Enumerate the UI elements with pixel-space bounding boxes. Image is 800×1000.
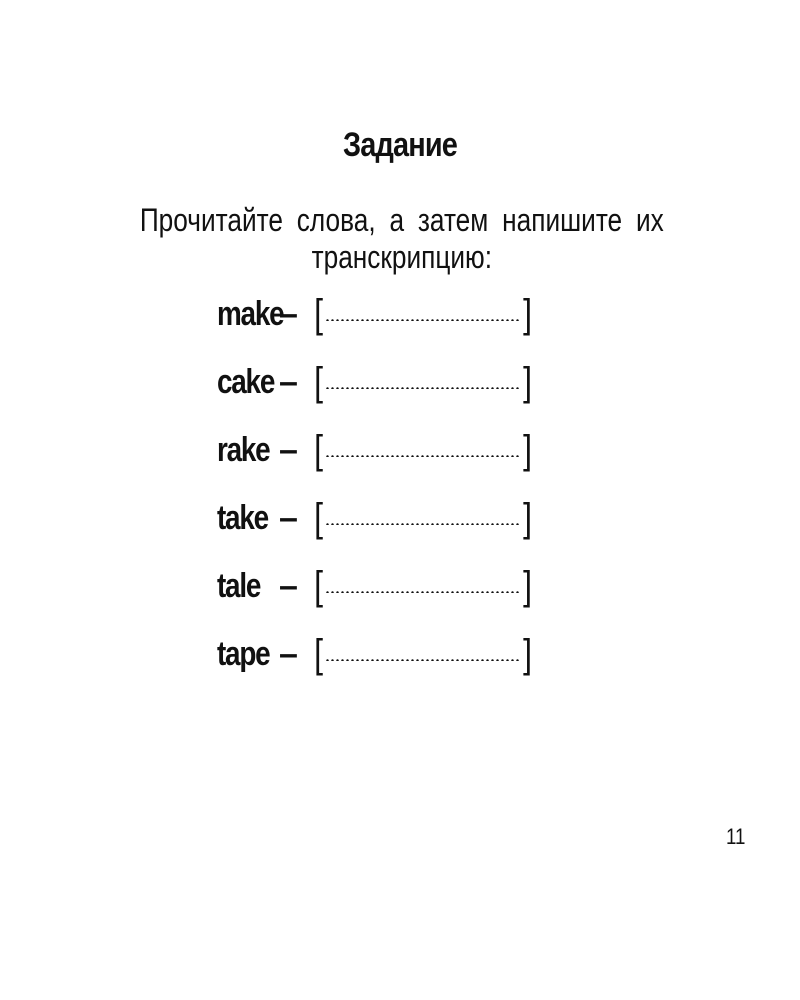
dash: – [279, 363, 298, 401]
transcription-blank[interactable] [313, 632, 533, 676]
word-row-make [217, 292, 577, 360]
transcription-blank[interactable] [313, 428, 533, 472]
transcription-blank[interactable] [313, 496, 533, 540]
page-number: 11 [726, 824, 746, 849]
dotted-line [325, 523, 521, 525]
dash: – [279, 635, 298, 673]
dotted-line [325, 455, 521, 457]
transcription-blank[interactable] [313, 360, 533, 404]
word-list [217, 292, 577, 700]
instruction-text: Прочитайте слова, а затем напишите их транскрипцию: [139, 202, 664, 275]
transcription-blank[interactable] [313, 564, 533, 608]
word-row-rake [217, 428, 577, 496]
word-row-take [217, 496, 577, 564]
dash: – [279, 567, 298, 605]
open-bracket: [ [314, 292, 324, 336]
close-bracket: ] [523, 360, 533, 404]
open-bracket: [ [314, 360, 324, 404]
word-label: make [217, 295, 284, 333]
word-label: tape [217, 635, 270, 673]
word-label: tale [217, 567, 261, 605]
open-bracket: [ [314, 496, 324, 540]
dotted-line [325, 659, 521, 661]
word-label: take [217, 499, 268, 537]
dotted-line [325, 387, 521, 389]
dash: – [279, 499, 298, 537]
open-bracket: [ [314, 564, 324, 608]
open-bracket: [ [314, 428, 324, 472]
word-label: cake [217, 363, 275, 401]
page-title: Задание [343, 126, 457, 164]
dotted-line [325, 319, 521, 321]
close-bracket: ] [523, 632, 533, 676]
close-bracket: ] [523, 564, 533, 608]
word-label: rake [217, 431, 270, 469]
dotted-line [325, 591, 521, 593]
word-row-tape [217, 632, 577, 700]
close-bracket: ] [523, 496, 533, 540]
dash: – [279, 295, 298, 333]
dash: – [279, 431, 298, 469]
open-bracket: [ [314, 632, 324, 676]
transcription-blank[interactable] [313, 292, 533, 336]
close-bracket: ] [523, 428, 533, 472]
word-row-tale [217, 564, 577, 632]
close-bracket: ] [523, 292, 533, 336]
word-row-cake [217, 360, 577, 428]
